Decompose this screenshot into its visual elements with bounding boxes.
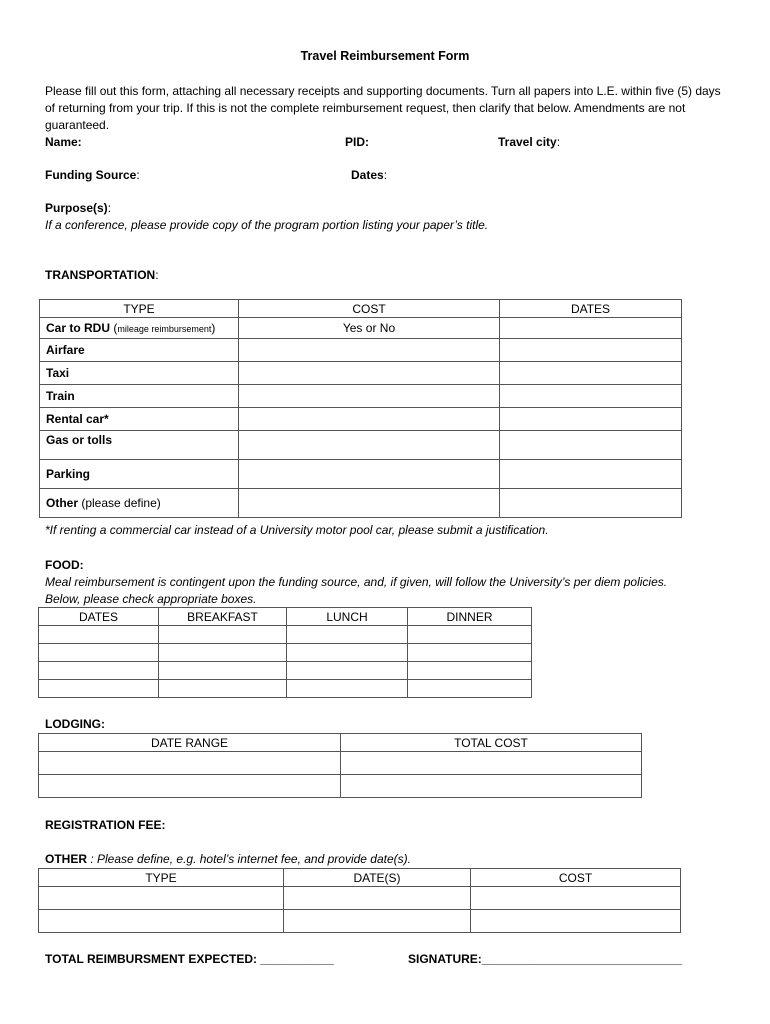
- transportation-heading: [45, 267, 159, 283]
- lodging-cell[interactable]: [341, 752, 642, 775]
- other-heading-note: : Please define, e.g. hotel’s internet fee, and provide date(s).: [87, 852, 411, 866]
- dates-text: Dates: [351, 168, 384, 182]
- name-label: Name:: [45, 135, 82, 149]
- total-reimbursement: TOTAL REIMBURSMENT EXPECTED: ___________: [45, 952, 334, 966]
- transport-header-type: TYPE: [40, 300, 239, 318]
- car-note-open: (: [110, 321, 118, 335]
- table-row: [39, 644, 532, 662]
- food-cell[interactable]: [408, 644, 532, 662]
- transport-header-cost: COST: [239, 300, 500, 318]
- transport-airfare-label: Airfare: [40, 339, 239, 362]
- food-note-line1: Meal reimbursement is contingent upon the funding source, and, if given, will follow the University’s per diem policies.: [45, 575, 668, 589]
- transport-parking-label: Parking: [40, 460, 239, 489]
- lodging-cell[interactable]: [39, 775, 341, 798]
- transport-row-airfare: [40, 339, 682, 362]
- food-cell[interactable]: [287, 662, 408, 680]
- table-row: [39, 775, 642, 798]
- signature-line: SIGNATURE:______________________________: [408, 952, 682, 966]
- transport-rental-label: Rental car*: [40, 408, 239, 431]
- transport-taxi-label: Taxi: [40, 362, 239, 385]
- form-title: Travel Reimbursement Form: [300, 49, 470, 63]
- food-note-line2: Below, please check appropriate boxes.: [45, 592, 257, 606]
- transport-train-label: Train: [40, 385, 239, 408]
- travel-city-text: Travel city: [498, 135, 557, 149]
- transport-other-label: [40, 489, 239, 518]
- transport-footnote: *If renting a commercial car instead of a University motor pool car, please submit a justification.: [45, 523, 549, 537]
- other-cell[interactable]: [39, 887, 284, 910]
- transport-rental-cost[interactable]: [239, 408, 500, 431]
- other-cell[interactable]: [39, 910, 284, 933]
- food-cell[interactable]: [159, 626, 287, 644]
- transport-header-dates: DATES: [500, 300, 682, 318]
- food-header-dates: DATES: [39, 608, 159, 626]
- funding-source-label: [45, 167, 140, 183]
- intro-text: Please fill out this form, attaching all necessary receipts and supporting documents. Turn all papers into L.E. within five (5) days of returning from your trip. If this is not the complete reimbursement request, then clarify that below. Amendments are not guaranteed.: [45, 84, 721, 132]
- transport-taxi-dates[interactable]: [500, 362, 682, 385]
- transport-other-dates[interactable]: [500, 489, 682, 518]
- transport-row-car: [40, 318, 682, 339]
- food-cell[interactable]: [159, 680, 287, 698]
- transport-row-taxi: [40, 362, 682, 385]
- food-cell[interactable]: [39, 680, 159, 698]
- lodging-cell[interactable]: [341, 775, 642, 798]
- other-header-dates: DATE(S): [284, 869, 471, 887]
- food-cell[interactable]: [408, 626, 532, 644]
- transport-gas-cost[interactable]: [239, 431, 500, 460]
- transport-row-other: [40, 489, 682, 518]
- table-row: [39, 752, 642, 775]
- funding-source-colon: :: [136, 168, 140, 182]
- food-cell[interactable]: [287, 680, 408, 698]
- food-table: [38, 607, 532, 698]
- table-row: [39, 626, 532, 644]
- transport-parking-dates[interactable]: [500, 460, 682, 489]
- other-label-text: Other: [46, 496, 79, 510]
- other-cell[interactable]: [284, 910, 471, 933]
- transport-rental-dates[interactable]: [500, 408, 682, 431]
- other-header-cost: COST: [471, 869, 681, 887]
- transportation-table: [39, 299, 682, 518]
- transport-gas-label: Gas or tolls: [40, 431, 239, 460]
- transport-car-cost[interactable]: Yes or No: [239, 318, 500, 339]
- travel-city-colon: :: [556, 135, 561, 149]
- food-cell[interactable]: [287, 626, 408, 644]
- table-row: [39, 910, 681, 933]
- transport-airfare-cost[interactable]: [239, 339, 500, 362]
- food-cell[interactable]: [39, 626, 159, 644]
- food-header-lunch: LUNCH: [287, 608, 408, 626]
- dates-colon: :: [383, 168, 388, 182]
- transport-parking-cost[interactable]: [239, 460, 500, 489]
- purpose-note: If a conference, please provide copy of the program portion listing your paper’s title.: [45, 218, 489, 232]
- registration-heading: REGISTRATION FEE:: [45, 818, 166, 832]
- lodging-header-total-cost: TOTAL COST: [341, 734, 642, 752]
- transportation-heading-colon: :: [155, 268, 159, 282]
- table-row: [39, 680, 532, 698]
- transport-car-dates[interactable]: [500, 318, 682, 339]
- other-cell[interactable]: [284, 887, 471, 910]
- transport-airfare-dates[interactable]: [500, 339, 682, 362]
- car-label-text: Car to RDU: [46, 321, 111, 335]
- food-cell[interactable]: [159, 662, 287, 680]
- transport-other-cost[interactable]: [239, 489, 500, 518]
- other-label-note: (please define): [78, 496, 161, 510]
- transport-train-dates[interactable]: [500, 385, 682, 408]
- other-header-type: TYPE: [39, 869, 284, 887]
- food-cell[interactable]: [39, 644, 159, 662]
- lodging-cell[interactable]: [39, 752, 341, 775]
- other-cell[interactable]: [471, 887, 681, 910]
- car-note-close: ): [211, 321, 216, 335]
- transport-car-label: [40, 318, 239, 339]
- transport-row-gas: [40, 431, 682, 460]
- purpose-label: [45, 200, 111, 216]
- transport-row-train: [40, 385, 682, 408]
- other-cell[interactable]: [471, 910, 681, 933]
- car-note: mileage reimbursement: [117, 324, 212, 334]
- food-cell[interactable]: [408, 662, 532, 680]
- lodging-header-date-range: DATE RANGE: [39, 734, 341, 752]
- table-row: [39, 662, 532, 680]
- other-heading: [45, 851, 411, 867]
- food-cell[interactable]: [408, 680, 532, 698]
- transport-row-parking: [40, 460, 682, 489]
- table-row: [39, 887, 681, 910]
- travel-city-label: [498, 134, 560, 150]
- purpose-colon: :: [107, 201, 112, 215]
- lodging-table: [38, 733, 642, 798]
- other-heading-text: OTHER: [45, 852, 87, 866]
- food-cell[interactable]: [39, 662, 159, 680]
- other-table: [38, 868, 681, 933]
- transport-taxi-cost[interactable]: [239, 362, 500, 385]
- pid-label: PID:: [345, 135, 369, 149]
- purpose-text: Purpose(s): [45, 201, 108, 215]
- food-heading: FOOD:: [45, 558, 84, 572]
- transport-train-cost[interactable]: [239, 385, 500, 408]
- lodging-heading: LODGING:: [45, 717, 105, 731]
- transportation-heading-text: TRANSPORTATION: [45, 268, 156, 282]
- food-cell[interactable]: [287, 644, 408, 662]
- dates-label: [351, 167, 387, 183]
- funding-source-text: Funding Source: [45, 168, 137, 182]
- food-header-dinner: DINNER: [408, 608, 532, 626]
- food-cell[interactable]: [159, 644, 287, 662]
- food-header-breakfast: BREAKFAST: [159, 608, 287, 626]
- transport-row-rental: [40, 408, 682, 431]
- transport-gas-dates[interactable]: [500, 431, 682, 460]
